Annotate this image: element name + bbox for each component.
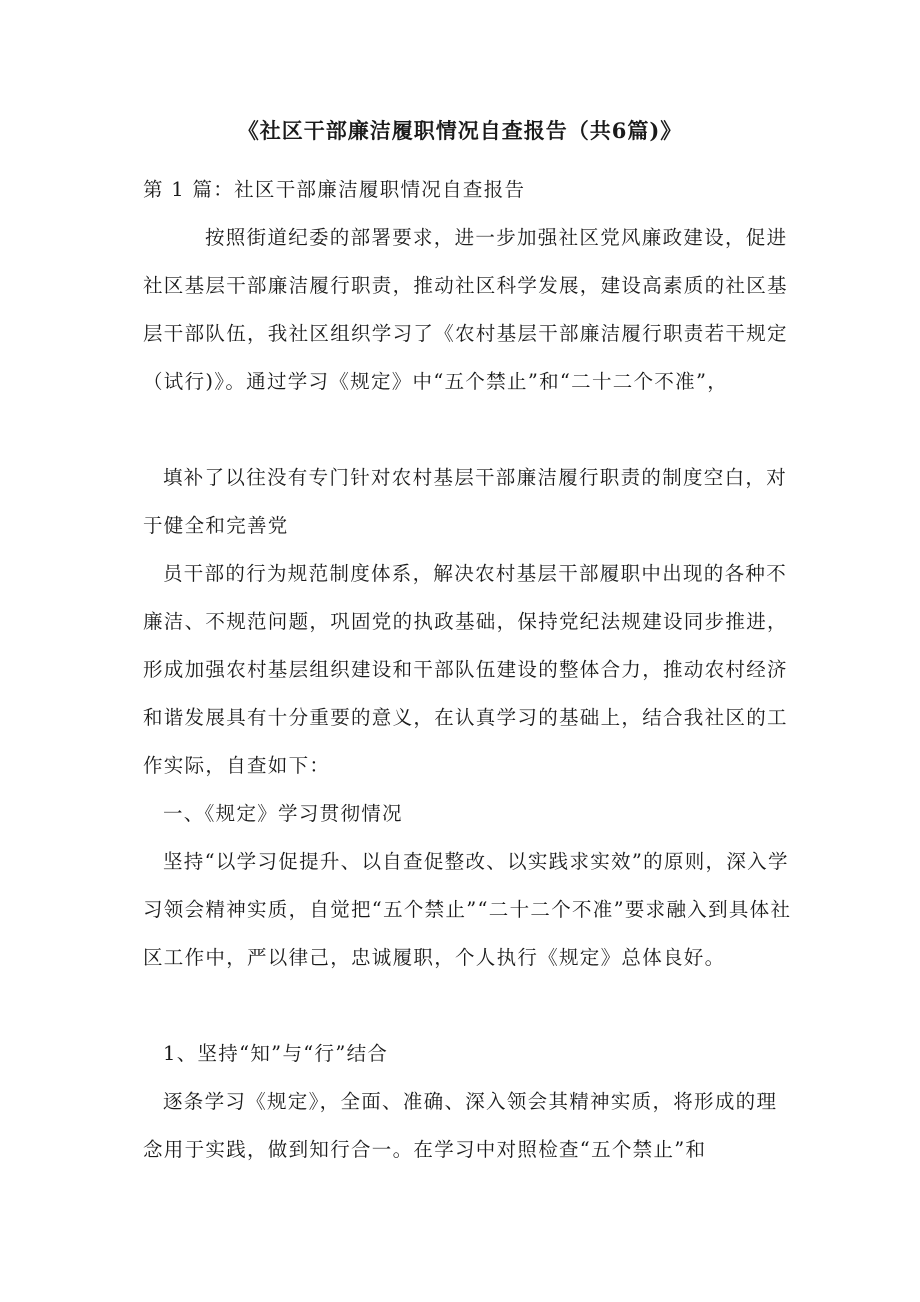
paragraph-significance: 员干部的行为规范制度体系，解决农村基层干部履职中出现的各种不廉洁、不规范问题，巩固党的执政基础，保持党纪法规建设同步推进，形成加强农村基层组织建设和干部队伍建设的整体合力，推动农村经济和谐发展具有十分重要的意义，在认真学习的基础上，结合我社区的工作实际，自查如下： [143, 562, 788, 777]
chapter-heading: 第 1 篇：社区干部廉洁履职情况自查报告 [143, 178, 526, 201]
paragraph-study-rules: 逐条学习《规定》，全面、准确、深入领会其精神实质，将形成的理念用于实践，做到知行合一。在学习中对照检查“五个禁止”和 [143, 1090, 778, 1161]
section-heading-1: 一、《规定》学习贯彻情况 [163, 802, 403, 825]
paragraph-intro: 按照街道纪委的部署要求，进一步加强社区党风廉政建设，促进社区基层干部廉洁履行职责，推动社区科学发展，建设高素质的社区基层干部队伍，我社区组织学习了《农村基层干部廉洁履行职责若干规定（试行)》。通过学习《规定》中“五个禁止”和“二十二个不准”， [143, 226, 788, 393]
document-title: 《社区干部廉洁履职情况自查报告（共6篇)》 [237, 118, 683, 143]
paragraph-principle: 坚持“以学习促提升、以自查促整改、以实践求实效”的原则，深入学习领会精神实质，自觉把“五个禁止”“二十二个不准”要求融入到具体社区工作中，严以律己，忠诚履职，个人执行《规定》总体良好。 [143, 850, 792, 969]
paragraph-filling-gap: 填补了以往没有专门针对农村基层干部廉洁履行职责的制度空白，对于健全和完善党 [143, 466, 788, 537]
subsection-heading-1: 1、坚持“知”与“行”结合 [163, 1042, 389, 1065]
